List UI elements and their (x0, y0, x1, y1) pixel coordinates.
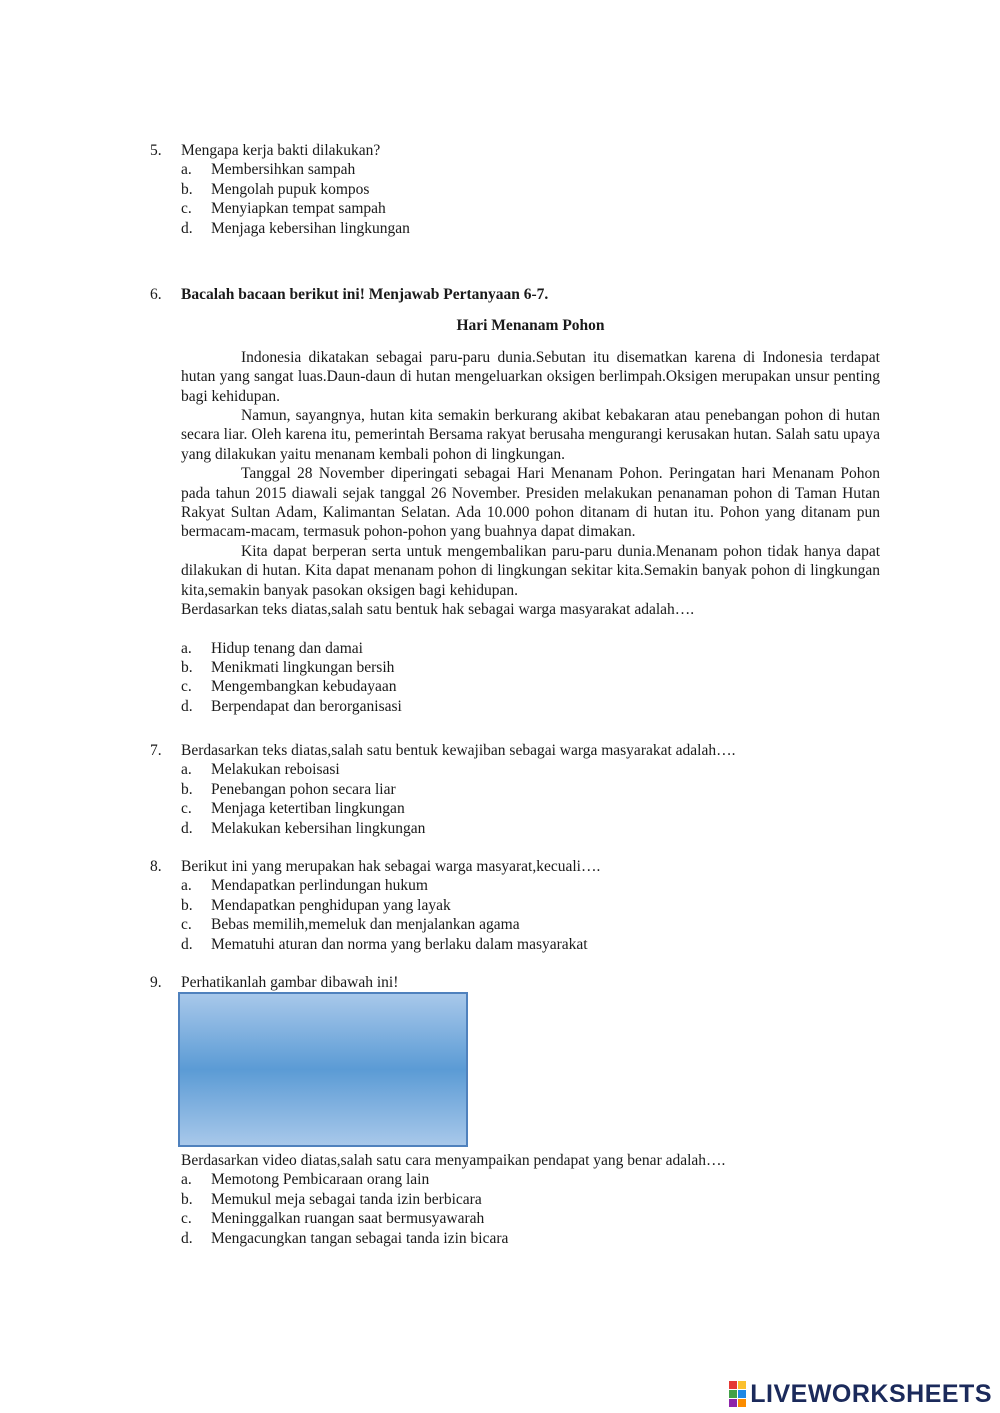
option-a[interactable]: a. Membersihkan sampah (181, 161, 356, 179)
option-c[interactable]: c. Menyiapkan tempat sampah (181, 200, 386, 218)
liveworksheets-logo (729, 1379, 992, 1409)
option-b[interactable]: b. Mendapatkan penghidupan yang layak (181, 896, 451, 914)
question-text: Mengapa kerja bakti dilakukan? (181, 142, 381, 159)
question-number: 7. (150, 742, 162, 759)
question-text: Perhatikanlah gambar dibawah ini! (181, 974, 399, 991)
question-9-options (150, 1151, 880, 1248)
option-c[interactable]: c. Mengembangkan kebudayaan (181, 678, 397, 696)
passage-paragraph: Namun, sayangnya, hutan kita semakin berkurang akibat kebakaran atau penebangan pohon di hutan secara liar. Oleh karena itu, pemerintah Bersama rakyat berusaha mengurangi kerusakan hutan. Salah satu upaya yang dilakukan yaitu menanam kembali pohon di lingkungan. (181, 407, 880, 463)
option-d[interactable]: d. Menjaga kebersihan lingkungan (181, 219, 410, 237)
video-placeholder[interactable] (178, 992, 468, 1147)
passage-paragraph: Indonesia dikatakan sebagai paru-paru dunia.Sebutan itu disematkan karena di Indonesia terdapat hutan yang sangat luas.Daun-daun di hutan mengeluarkan oksigen berlimpah.Oksigen merupakan unsur penting bagi kehidupan. (181, 348, 880, 405)
option-b[interactable]: b. Penebangan pohon secara liar (181, 780, 396, 798)
option-d[interactable]: d. Melakukan kebersihan lingkungan (181, 819, 426, 837)
question-text: Berikut ini yang merupakan hak sebagai warga masyarat,kecuali…. (181, 858, 601, 875)
option-c[interactable]: c. Meninggalkan ruangan saat bermusyawarah (181, 1210, 485, 1228)
question-7 (150, 741, 880, 838)
question-6 (150, 285, 880, 716)
option-b[interactable]: b. Menikmati lingkungan bersih (181, 658, 395, 676)
reading-instruction: Bacalah bacaan berikut ini! Menjawab Pertanyaan 6-7. (181, 286, 549, 303)
option-d[interactable]: d. Berpendapat dan berorganisasi (181, 697, 402, 715)
option-a[interactable]: a. Hidup tenang dan damai (181, 639, 363, 657)
question-8 (150, 857, 880, 954)
passage-title: Hari Menanam Pohon (456, 317, 605, 335)
question-number: 6. (150, 286, 162, 303)
question-text: Berdasarkan teks diatas,salah satu bentuk hak sebagai warga masyarakat adalah…. (181, 601, 695, 619)
passage-paragraph: Tanggal 28 November diperingati sebagai Hari Menanam Pohon. Peringatan hari Menanam Pohon pada tahun 2015 diawali sejak tanggal 26 November. Presiden melakukan penanaman pohon di Taman Hutan Rakyat Sultan Adam, Kalimantan Selatan. Ada 10.000 pohon ditanam di hutan itu. Pohon yang ditanam pun bermacam-macam, termasuk pohon-pohon yang buahnya dapat dimakan. (181, 465, 880, 541)
logo-icon (729, 1381, 746, 1407)
question-text: Berdasarkan video diatas,salah satu cara menyampaikan pendapat yang benar adalah…. (181, 1152, 726, 1169)
brand-name: LIVEWORKSHEETS (750, 1379, 992, 1408)
question-number: 9. (150, 974, 162, 991)
passage-paragraph: Kita dapat berperan serta untuk mengembalikan paru-paru dunia.Menanam pohon tidak hanya dapat dilakukan di hutan. Kita dapat menanam pohon di lingkungan sekitar kita.Semakin banyak pohon di lingkungan kita,semakin banyak pasokan oksigen bagi kehidupan. (181, 542, 880, 599)
option-c[interactable]: c. Menjaga ketertiban lingkungan (181, 800, 405, 818)
reading-passage (181, 348, 880, 620)
option-a[interactable]: a. Mendapatkan perlindungan hukum (181, 877, 428, 895)
option-b[interactable]: b. Memukul meja sebagai tanda izin berbicara (181, 1190, 482, 1208)
option-a[interactable]: a. Melakukan reboisasi (181, 761, 340, 779)
option-d[interactable]: d. Mengacungkan tangan sebagai tanda izin bicara (181, 1229, 509, 1247)
option-a[interactable]: a. Memotong Pembicaraan orang lain (181, 1171, 430, 1189)
option-c[interactable]: c. Bebas memilih,memeluk dan menjalankan agama (181, 916, 520, 934)
question-5 (150, 141, 880, 238)
question-9 (150, 973, 880, 992)
question-number: 8. (150, 858, 162, 875)
option-d[interactable]: d. Mematuhi aturan dan norma yang berlaku dalam masyarakat (181, 935, 588, 953)
question-number: 5. (150, 142, 162, 159)
question-text: Berdasarkan teks diatas,salah satu bentuk kewajiban sebagai warga masyarakat adalah…. (181, 742, 736, 759)
option-b[interactable]: b. Mengolah pupuk kompos (181, 180, 370, 198)
